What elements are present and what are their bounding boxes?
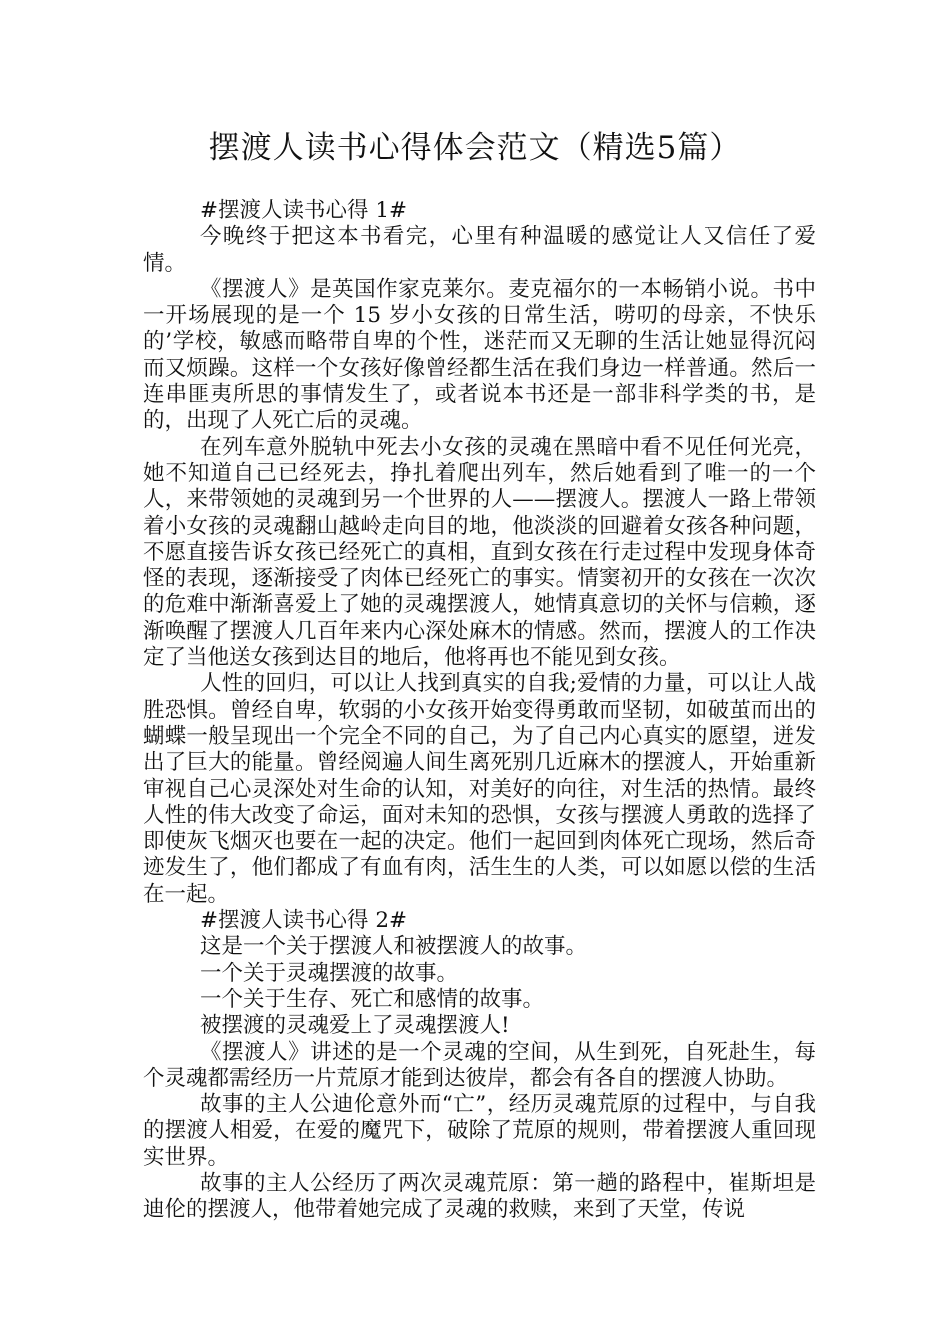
document-body: [143, 198, 816, 1224]
paragraph: 故事的主人公经历了两次灵魂荒原：第一趟的路程中，崔斯坦是迪伦的摆渡人，他带着她完成了灵魂的救赎，来到了天堂，传说: [143, 1170, 816, 1223]
paragraph: 在列车意外脱轨中死去小女孩的灵魂在黑暗中看不见任何光亮，她不知道自己已经死去，挣扎着爬出列车，然后她看到了唯一的一个人，来带领她的灵魂到另一个世界的人——摆渡人。摆渡人一路上带领着小女孩的灵魂翻山越岭走向目的地，他淡淡的回避着女孩各种问题，不愿直接告诉女孩已经死亡的真相，直到女孩在行走过程中发现身体奇怪的表现，逐渐接受了肉体已经死亡的事实。情窦初开的女孩在一次次的危难中渐渐喜爱上了她的灵魂摆渡人，她情真意切的关怀与信赖，逐渐唤醒了摆渡人几百年来内心深处麻木的情感。然而，摆渡人的工作决定了当他送女孩到达目的地后，他将再也不能见到女孩。: [143, 434, 816, 671]
paragraph: 《摆渡人》讲述的是一个灵魂的空间，从生到死，自死赴生，每个灵魂都需经历一片荒原才能到达彼岸，都会有各自的摆渡人协助。: [143, 1039, 816, 1091]
document-title: 摆渡人读书心得体会范文（精选5篇）: [208, 130, 742, 166]
paragraph: 人性的回归，可以让人找到真实的自我;爱情的力量，可以让人战胜恐惧。曾经自卑，软弱的小女孩开始变得勇敢而坚韧，如破茧而出的蝴蝶一般呈现出一个完全不同的自己，为了自己内心真实的愿望，迸发出了巨大的能量。曾经阅遍人间生离死别几近麻木的摆渡人，开始重新审视自己心灵深处对生命的认知，对美好的向往，对生活的热情。最终人性的伟大改变了命运，面对未知的恐惧，女孩与摆渡人勇敢的选择了即使灰飞烟灭也要在一起的决定。他们一起回到肉体死亡现场，然后奇迹发生了，他们都成了有血有肉，活生生的人类，可以如愿以偿的生活在一起。: [143, 671, 816, 907]
paragraph: #摆渡人读书心得 1#: [200, 198, 408, 223]
paragraph: #摆渡人读书心得 2#: [200, 908, 408, 934]
paragraph: 今晚终于把这本书看完，心里有种温暖的感觉让人又信任了爱情。: [143, 224, 816, 276]
paragraph: 这是一个关于摆渡人和被摆渡人的故事。: [200, 934, 588, 960]
paragraph: 故事的主人公迪伦意外而“亡”，经历灵魂荒原的过程中，与自我的摆渡人相爱，在爱的魔咒下，破除了荒原的规则，带着摆渡人重回现实世界。: [143, 1092, 816, 1170]
paragraph: 被摆渡的灵魂爱上了灵魂摆渡人!: [200, 1013, 510, 1039]
paragraph: 《摆渡人》是英国作家克莱尔。麦克福尔的一本畅销小说。书中一开场展现的是一个 15 岁小女孩的日常生活，唠叨的母亲，不快乐的’学校，敏感而略带自卑的个性，迷茫而又无聊的生活让她显得沉闷而又烦躁。这样一个女孩好像曾经都生活在我们身边一样普通。然后一连串匪夷所思的事情发生了，或者说本书还是一部非科学类的书，是的，出现了人死亡后的灵魂。: [143, 276, 816, 434]
paragraph: 一个关于生存、死亡和感情的故事。: [200, 986, 545, 1012]
paragraph: 一个关于灵魂摆渡的故事。: [200, 960, 459, 986]
